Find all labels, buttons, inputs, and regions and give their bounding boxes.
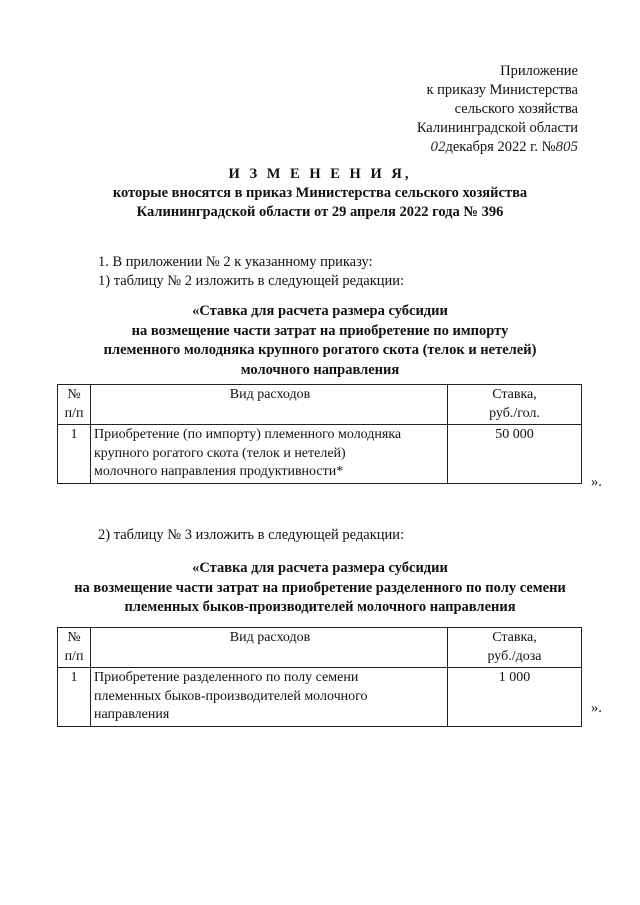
table-2-heading-line-3: племенного молодняка крупного рогатого скота (телок и нетелей) [103,342,537,358]
header-num [58,628,91,668]
paragraph-1-1: 1) таблицу № 2 изложить в следующей редакции: [98,273,405,289]
row-text-line-3: молочного направления продуктивности* [94,464,344,479]
rates-table-3 [57,627,582,727]
appendix-line-3: сельского хозяйства [454,101,578,117]
header-rate-line-2: руб./гол. [489,405,540,421]
appendix-line-2: к приказу Министерства [426,82,578,98]
appendix-date-line [358,138,578,157]
header-rate-line-2: руб./доза [487,648,542,664]
row-rate: 50 000 [448,425,582,484]
header-expense-type: Вид расходов [91,385,448,425]
header-rate-line-1: Ставка, [492,630,537,645]
handwritten-order-number: 805 [555,139,578,155]
header-num-line-1: № [67,387,81,402]
document-title: И З М Е Н Е Н И Я, [228,166,412,182]
row-text-line-2: племенных быков-производителей молочного [94,688,368,704]
row-expense-type [91,425,448,484]
row-expense-type [91,668,448,727]
table-row [58,668,582,727]
header-rate-line-1: Ставка, [492,387,537,402]
table-3-heading-line-3: племенных быков-производителей молочного направления [124,599,516,615]
table-header-row [58,628,582,668]
subtitle-line-1: которые вносятся в приказ Министерства сельского хозяйства [112,185,528,201]
row-text-line-1: Приобретение разделенного по полу семени [94,670,359,685]
subtitle-line-2: Калининградской области от 29 апреля 2022 года № 396 [136,204,504,220]
appendix-line-4: Калининградской области [416,120,578,136]
table-2-heading-line-2: на возмещение части затрат на приобретение по импорту [131,322,509,339]
table-2-heading [0,302,640,380]
table-row [58,425,582,484]
table-3-closing-quote: ». [591,700,602,716]
rates-table-2 [57,384,582,484]
row-rate: 1 000 [448,668,582,727]
header-num-line-2: п/п [64,405,84,421]
table-3-heading-line-2: на возмещение части затрат на приобретение разделенного по полу семени [74,579,566,596]
row-num: 1 [58,425,91,484]
header-num [58,385,91,425]
table-2-heading-line-1: «Ставка для расчета размера субсидии [192,303,448,319]
appendix-line-1: Приложение [500,63,578,79]
appendix-date-text: декабря 2022 г. № [445,139,556,155]
header-expense-type: Вид расходов [91,628,448,668]
header-rate [448,628,582,668]
table-2-closing-quote: ». [591,474,602,490]
table-header-row [58,385,582,425]
table-3-heading-line-1: «Ставка для расчета размера субсидии [192,560,448,576]
row-num: 1 [58,668,91,727]
handwritten-day: 02 [430,139,446,155]
paragraph-1: 1. В приложении № 2 к указанному приказу: [98,254,373,270]
table-3-heading [0,559,640,618]
document-subtitle [0,184,640,222]
header-rate [448,385,582,425]
row-text-line-1: Приобретение (по импорту) племенного молодняка [94,427,402,442]
appendix-header [358,62,578,157]
row-text-line-3: направления [94,707,170,722]
paragraph-1-2: 2) таблицу № 3 изложить в следующей редакции: [98,527,405,543]
header-num-line-1: № [67,630,81,645]
row-text-line-2: крупного рогатого скота (телок и нетелей) [94,445,346,461]
table-2-heading-line-4: молочного направления [240,361,400,378]
header-num-line-2: п/п [64,648,84,664]
